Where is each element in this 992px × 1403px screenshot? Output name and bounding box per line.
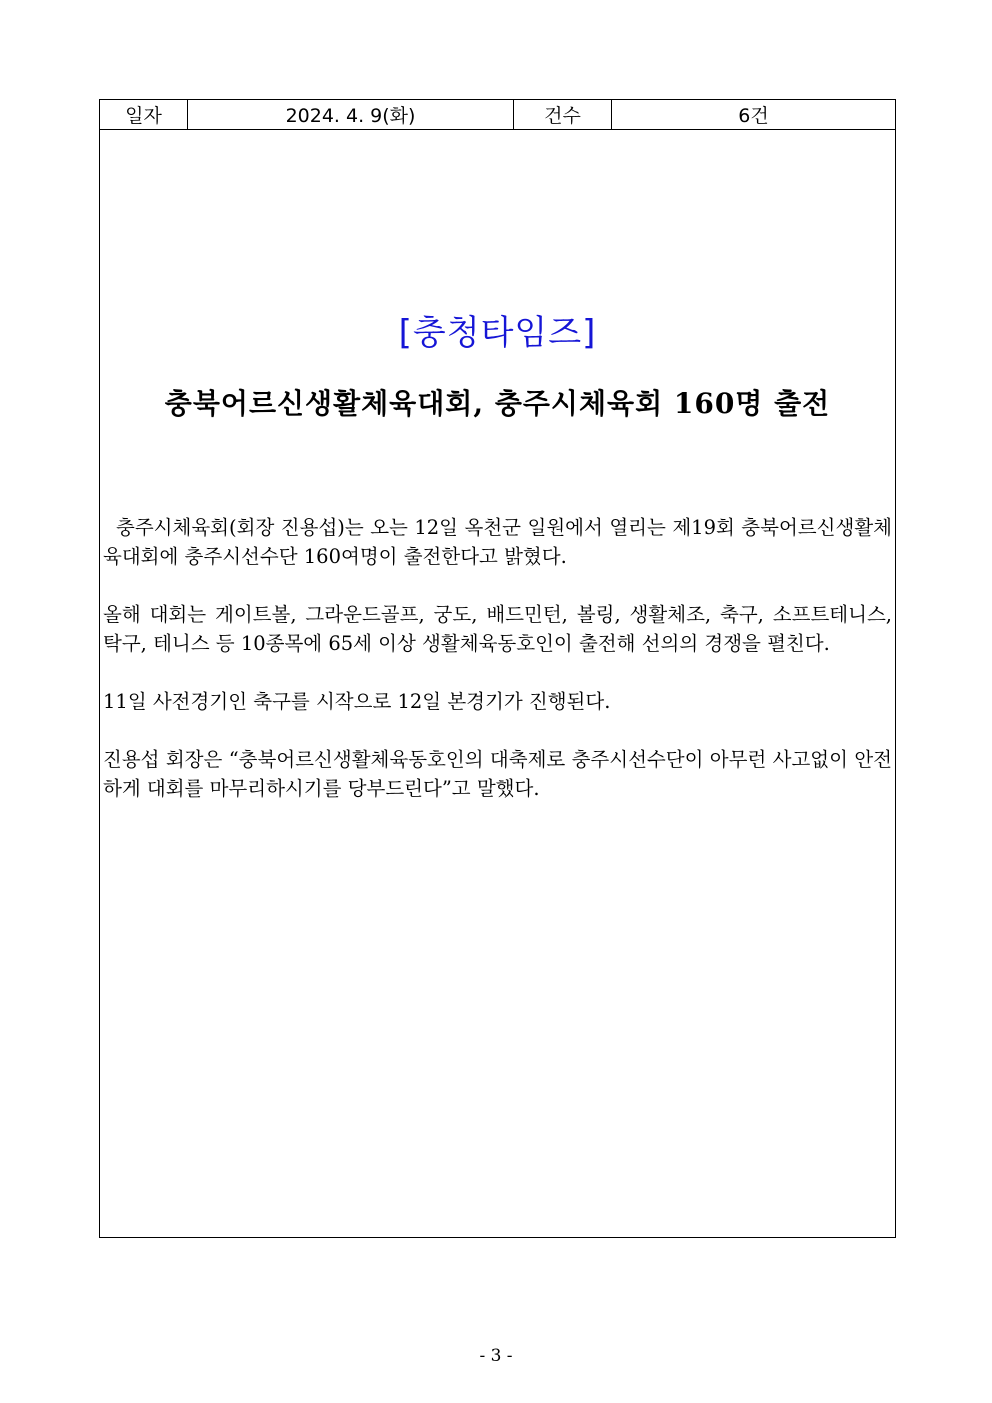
count-value: 6건 bbox=[738, 105, 769, 127]
news-source: [충청타임즈] bbox=[398, 313, 597, 353]
article-paragraph: 진용섭 회장은 “충북어르신생활체육동호인의 대축제로 충주시선수단이 아무런 사고없이 안전하게 대회를 마무리하시기를 당부드린다”고 말했다. bbox=[103, 748, 892, 800]
article-body bbox=[103, 513, 892, 832]
article-headline: 충북어르신생활체육대회, 충주시체육회 160명 출전 bbox=[164, 387, 831, 420]
date-label: 일자 bbox=[100, 100, 188, 129]
article-paragraph: 올해 대회는 게이트볼, 그라운드골프, 궁도, 배드민턴, 볼링, 생활체조, 축구, 소프트테니스, 탁구, 테니스 등 10종목에 65세 이상 생활체육동호인이 출전해 선의의 경쟁을 펼친다. bbox=[103, 603, 892, 655]
info-header-row bbox=[100, 100, 895, 130]
count-label: 건수 bbox=[514, 100, 612, 129]
date-value: 2024. 4. 9(화) bbox=[188, 100, 514, 129]
page-number: - 3 - bbox=[479, 1346, 513, 1366]
article-paragraph: 충주시체육회(회장 진용섭)는 오는 12일 옥천군 일원에서 열리는 제19회 충북어르신생활체육대회에 충주시선수단 160여명이 출전한다고 밝혔다. bbox=[103, 516, 892, 568]
article-paragraph: 11일 사전경기인 축구를 시작으로 12일 본경기가 진행된다. bbox=[103, 690, 611, 713]
article-frame bbox=[99, 99, 896, 1238]
